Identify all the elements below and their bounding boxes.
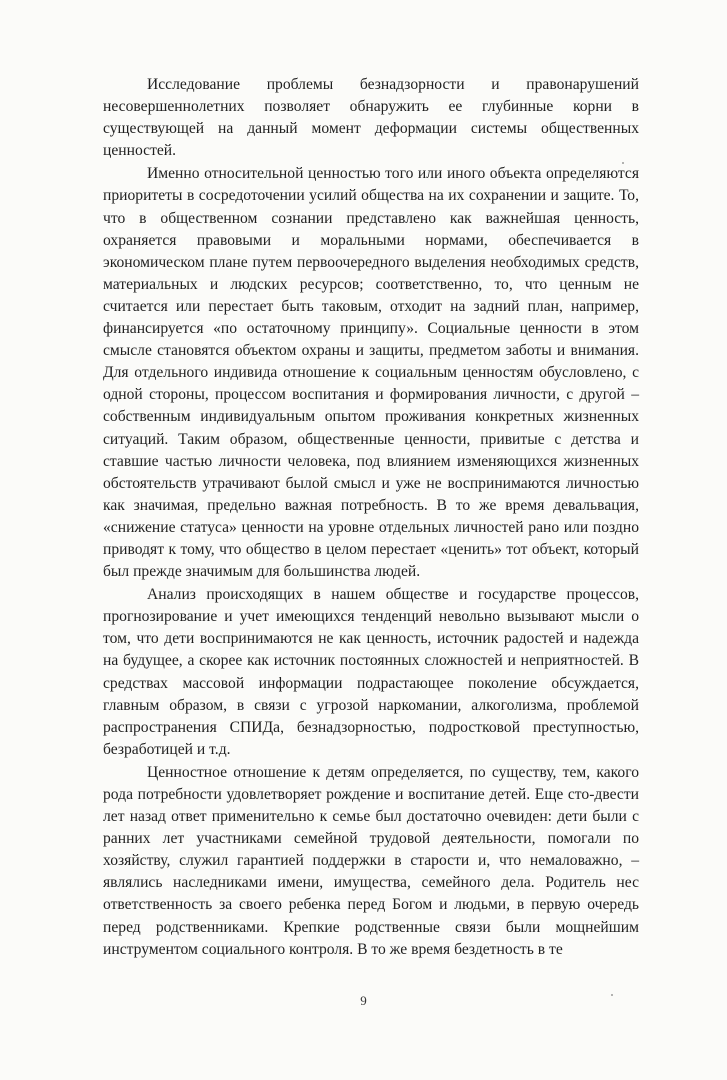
scan-speck	[622, 162, 624, 164]
scan-speck	[611, 994, 613, 996]
paragraph-2: Именно относительной ценностью того или иного объекта определяются приоритеты в сосредоточении усилий общества на их сохранении и защите. То, что в общественном сознании представлено как важнейшая ценность, охраняется правовыми и моральными нормами, обеспечивается в экономическом плане путем первоочередного выделения необходимых средств, материальных и людских ресурсов; соответственно, то, что ценным не считается или перестает быть таковым, отходит на задний план, например, финансируется «по остаточному принципу». Социальные ценности в этом смысле становятся объектом охраны и защиты, предметом заботы и внимания. Для отдельного индивида отношение к социальным ценностям обусловлено, с одной стороны, процессом воспитания и формирования личности, с другой – собственным индивидуальным опытом проживания конкретных жизненных ситуаций. Таким образом, общественные ценности, привитые с детства и ставшие частью личности человека, под влиянием изменяющихся жизненных обстоятельств утрачивают былой смысл и уже не воспринимаются личностью как значимая, предельно важная потребность. В то же время девальвация, «снижение статуса» ценности на уровне отдельных личностей рано или поздно приводят к тому, что общество в целом перестает «ценить» тот объект, который был прежде значимым для большинства людей.	[103, 165, 639, 581]
page-number: 9	[360, 993, 367, 1008]
body-text	[103, 74, 639, 961]
paragraph-3: Анализ происходящих в нашем обществе и государстве процессов, прогнозирование и учет имеющихся тенденций невольно вызывают мысли о том, что дети воспринимаются не как ценность, источник радостей и надежда на будущее, а скорее как источник постоянных сложностей и неприятностей. В средствах массовой информации подрастающее поколение обсуждается, главным образом, в связи с угрозой наркомании, алкоголизма, проблемой распространения СПИДа, безнадзорностью, подростковой преступностью, безработицей и т.д.	[103, 586, 639, 758]
paragraph-1: Исследование проблемы безнадзорности и правонарушений несовершеннолетних позволяет обнаружить ее глубинные корни в существующей на данный момент деформации системы общественных ценностей.	[103, 76, 639, 160]
paragraph-4: Ценностное отношение к детям определяется, по существу, тем, какого рода потребности удовлетворяет рождение и воспитание детей. Еще сто-двести лет назад ответ применительно к семье был достаточно очевиден: дети были с ранних лет участниками семейной трудовой деятельности, помогали по хозяйству, служил гарантией поддержки в старости и, что немаловажно, – являлись наследниками имени, имущества, семейного дела. Родитель нес ответственность за своего ребенка перед Богом и людьми, в первую очередь перед родственниками. Крепкие родственные связи были мощнейшим инструментом социального контроля. В то же время бездетность в те	[103, 763, 639, 958]
